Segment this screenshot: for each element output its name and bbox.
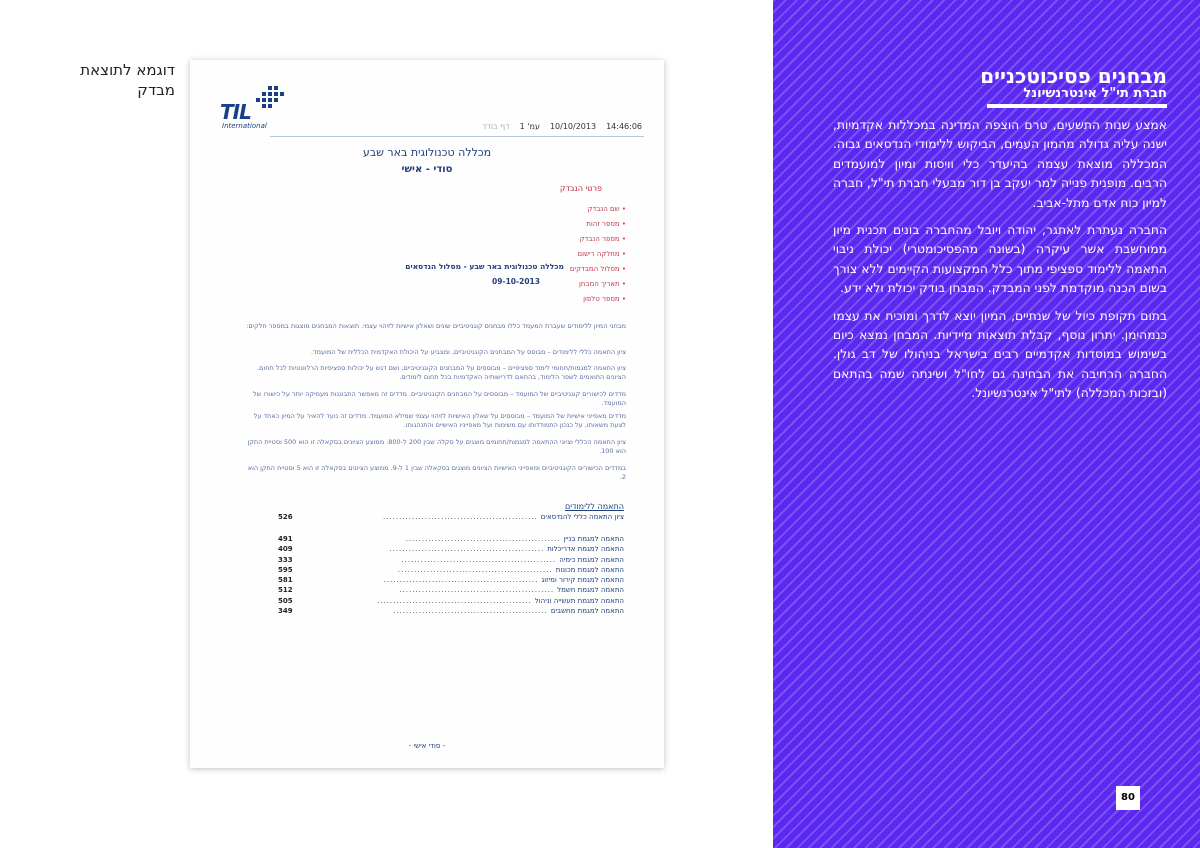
score-value: 491 [278,535,293,543]
score-value: 526 [278,513,293,521]
score-label: התאמה למגמת תעשייה וניהול [534,596,624,605]
score-value: 409 [278,545,293,554]
doc-paragraph: ציון התאמה למגמות/תחומי לימוד ספציפיים – מבוססים על המבחנים הקוגניטיביים, ושם דגש על יכולות ספציפיות הרלוונטיות לכל תחום. הציונים התואמים לשפר הלימוד, בהתאם לדרישותיה האקדמיות בכל תחום לימודים. [257,364,626,381]
header-divider [270,136,644,137]
sample-caption: דוגמא לתוצאת מבדק [80,61,175,99]
info-panel [773,0,1200,848]
dot-leader: ................................................ [399,586,555,595]
panel-title-rule [987,104,1167,108]
examinee-details-title: פרטי הנבדק [559,184,602,193]
field-label: • מספר טלפון [570,292,626,307]
panel-title: מבחנים פסיכוטכניים [980,64,1167,88]
score-value: 349 [278,607,293,616]
doc-header-info [482,122,642,131]
header-page-label: עמ' 1 [519,122,540,131]
score-label: התאמה למגמת קירור ומיזוג [541,576,624,585]
score-row [278,606,624,616]
header-faint-label: דף בודד [482,122,510,131]
doc-paragraph: מדדים לכישורים קוגניטיביים של המועמד – מבוססים על המבחנים הקוגניטיביים. מדדים זה מאפשר התבוננות מעמיקה יותר על כישורו של המועמד. [253,390,626,407]
doc-title: מכללה טכנולוגית באר שבע [362,146,492,159]
dot-leader: ................................................ [405,535,561,543]
score-row [278,575,624,585]
field-label: • מספר הנבדק [570,232,626,247]
score-value: 333 [278,555,293,564]
doc-paragraph: ציון התאמה הכללי וציוני ההתאמה למגמות/תחומים מוצגים על סקלה שבין 200 ל-800. ממוצע הציונים בסקאלה זו הוא 500 וסטיית התקן הוא 100. [247,438,626,455]
score-value: 512 [278,586,293,595]
panel-subtitle: חברת תי"ל אינטרנשיונל [1023,86,1167,101]
score-row [278,555,624,565]
score-value: 595 [278,565,293,574]
dot-leader: ................................................ [389,545,545,554]
score-label: התאמה למגמת חשמל [557,586,624,595]
header-date: 10/10/2013 [549,122,597,131]
til-logo [220,82,290,132]
doc-subtitle: סודי - אישי [401,164,453,175]
track-value: מכללה טכנולוגית באר שבע - מסלול הנדסאים [405,262,564,271]
score-row [278,585,624,595]
dot-leader: ................................................ [383,576,539,585]
field-label: • מחלקה רישום [570,247,626,262]
general-score-row [278,512,624,522]
doc-paragraph: מדדים מאפייני אישיות של המועמד – מבוססים על שאלון האישיות לזיהוי עצמי שמילא המועמד. מדדים זה נועד להאיר על המיון כאחד על לצעת משאותו, על כנכון התמודדותו עם משימות ועל מאפייניו האישיים והתנהגותו. [253,412,626,429]
dot-leader: ................................................ [401,555,557,564]
page-number: 80 [1116,786,1140,810]
doc-footer: - סודי אישי - [408,742,446,750]
examinee-fields [570,202,626,307]
score-row [278,596,624,606]
score-label: התאמה למגמת מכונות [555,565,624,574]
panel-body [833,116,1167,412]
doc-paragraph: מבחני המיון ללימודים שעברת המעמד כללו מבחנים קוגניטיביים שונים ושאלון אישיות לזיהוי עצמי. תוצאות המבחנים מוצגות במספר חלקים: [246,322,626,330]
score-list [278,534,624,616]
score-label: התאמה למגמת מחשבים [550,607,624,616]
doc-paragraph: במדדים הכישורים הקוגניטיביים ומאפייני האישיות הציונים מוצגים בסקאלה שבין 1 ל-9. ממוצע הציונים בסקאלה זו הוא 5 וסטיית התקן הוא 2. [247,464,626,481]
panel-paragraph: החברה נעתרת לאתגר, יהודה ויובל מהחברה בונים תכנית מיון ממוחשבת אשר עיקרה (בשונה מהפסיכומטרי) יכולת ניבוי התאמה ללימוד ספציפי מתוך כלל המקצועות הקיימים ללא צורך בשום הכנה מוקדמת לפני המבדק. המבחן בודק יכולת ולא ידע. [833,223,1167,296]
score-label: התאמה למגמת אדריכלות [547,545,624,554]
score-value: 581 [278,576,293,585]
logo-text: TIL [220,100,251,124]
panel-paragraph: אמצע שנות התשעים, טרם הוצפה המדינה במכללות אקדמיות, ישנה עליה גדולה מהמון העמים, הביקוש ללימודי הנדסאים גבוה. המכללה מוצאת עצמה בהיעדר כלי וויסות ומיון למועמדים הרבים. מופנית פנייה למר יעקב בן דור מבעלי חברת תי"ל, חברה למיון כוח אדם מתל-אביב. [833,118,1167,210]
field-label: • מסלול המבדקים [570,262,626,277]
score-label: ציון התאמה כללי להנדסאים [540,513,624,521]
score-row [278,534,624,544]
field-label: • שם הנבדק [570,202,626,217]
score-label: התאמה למגמת כימיה [559,555,624,564]
test-result-document [190,60,664,768]
panel-paragraph: בתום תקופת כיול של שנתיים, המיון יוצא לדרך ומוכיח את עצמו כנמהימן. יתרון נוסף, קבלת תוצאות מיידיות. המבחן נמצא כיום בשימוש במוסדות אקדמיים רבים בישראל בניהולו של דב גולן. החברה הרחיבה את הבחינה גם לחו"ל ושינתה שמה בהתאם (ובזכות המכללה) לתי"ל אינטרנשיונל. [833,308,1167,401]
score-row [278,565,624,575]
date-value: 09-10-2013 [492,277,540,286]
logo-subtext: International [222,122,267,130]
field-label: • מספר זהות [570,217,626,232]
dot-leader: ................................................ [397,565,553,574]
dot-leader: ................................................ [376,596,532,605]
score-value: 505 [278,596,293,605]
score-label: התאמה למגמת בניין [563,535,624,543]
field-label: • תאריך המבחן [570,277,626,292]
aptitude-title: התאמה ללימודים [565,502,624,511]
dot-leader: ................................................ [393,607,548,616]
score-row [278,544,624,554]
doc-paragraph: ציון התאמה כללי ללימודים – מבוסס על המבחנים הקוגניטיביים, ומצביע על היכולת האקדמית הכללית של המועמד. [311,348,626,356]
dot-leader: ................................................ [382,513,538,521]
header-time: 14:46:06 [606,122,642,131]
score-row [278,512,624,522]
logo-grid-icon [254,84,288,114]
